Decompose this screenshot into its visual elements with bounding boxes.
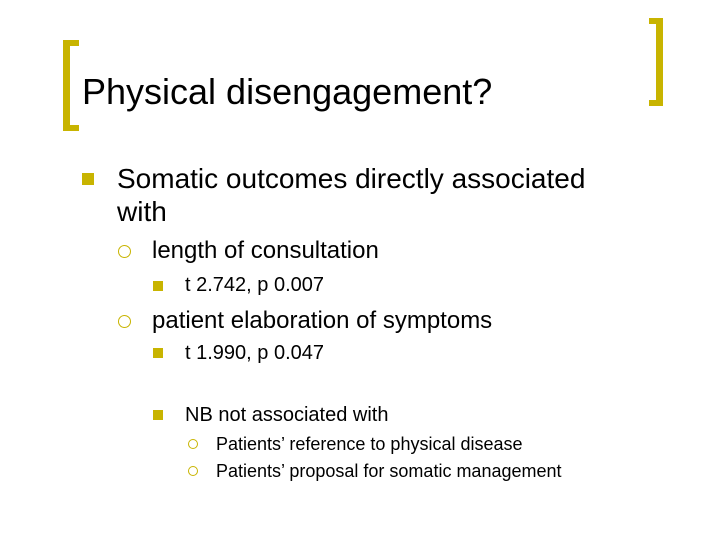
bullet-ring-icon [118, 245, 131, 258]
nb-item-somatic-management: Patients’ proposal for somatic management [216, 461, 562, 481]
sub-bullet-patient-elaboration: patient elaboration of symptoms [152, 307, 493, 334]
bullet-ring-icon [188, 439, 198, 449]
nb-not-associated: NB not associated with [185, 404, 389, 426]
bullet-square-icon [153, 281, 163, 291]
sub-bullet-length-of-consultation: length of consultation [152, 237, 379, 264]
bullet-ring-icon [118, 315, 131, 328]
nb-item-physical-disease: Patients’ reference to physical disease [216, 434, 523, 454]
stat-length-of-consultation: t 2.742, p 0.007 [185, 274, 325, 296]
bullet-main-line-1: Somatic outcomes directly associated [117, 163, 586, 194]
bullet-ring-icon [188, 466, 198, 476]
bullet-main-line-2: with [117, 196, 167, 227]
bullet-square-icon [153, 348, 163, 358]
bullet-square-icon [153, 410, 163, 420]
slide-title: Physical disengagement? [82, 71, 493, 112]
stat-patient-elaboration: t 1.990, p 0.047 [185, 342, 325, 364]
bullet-square-icon [82, 173, 94, 185]
